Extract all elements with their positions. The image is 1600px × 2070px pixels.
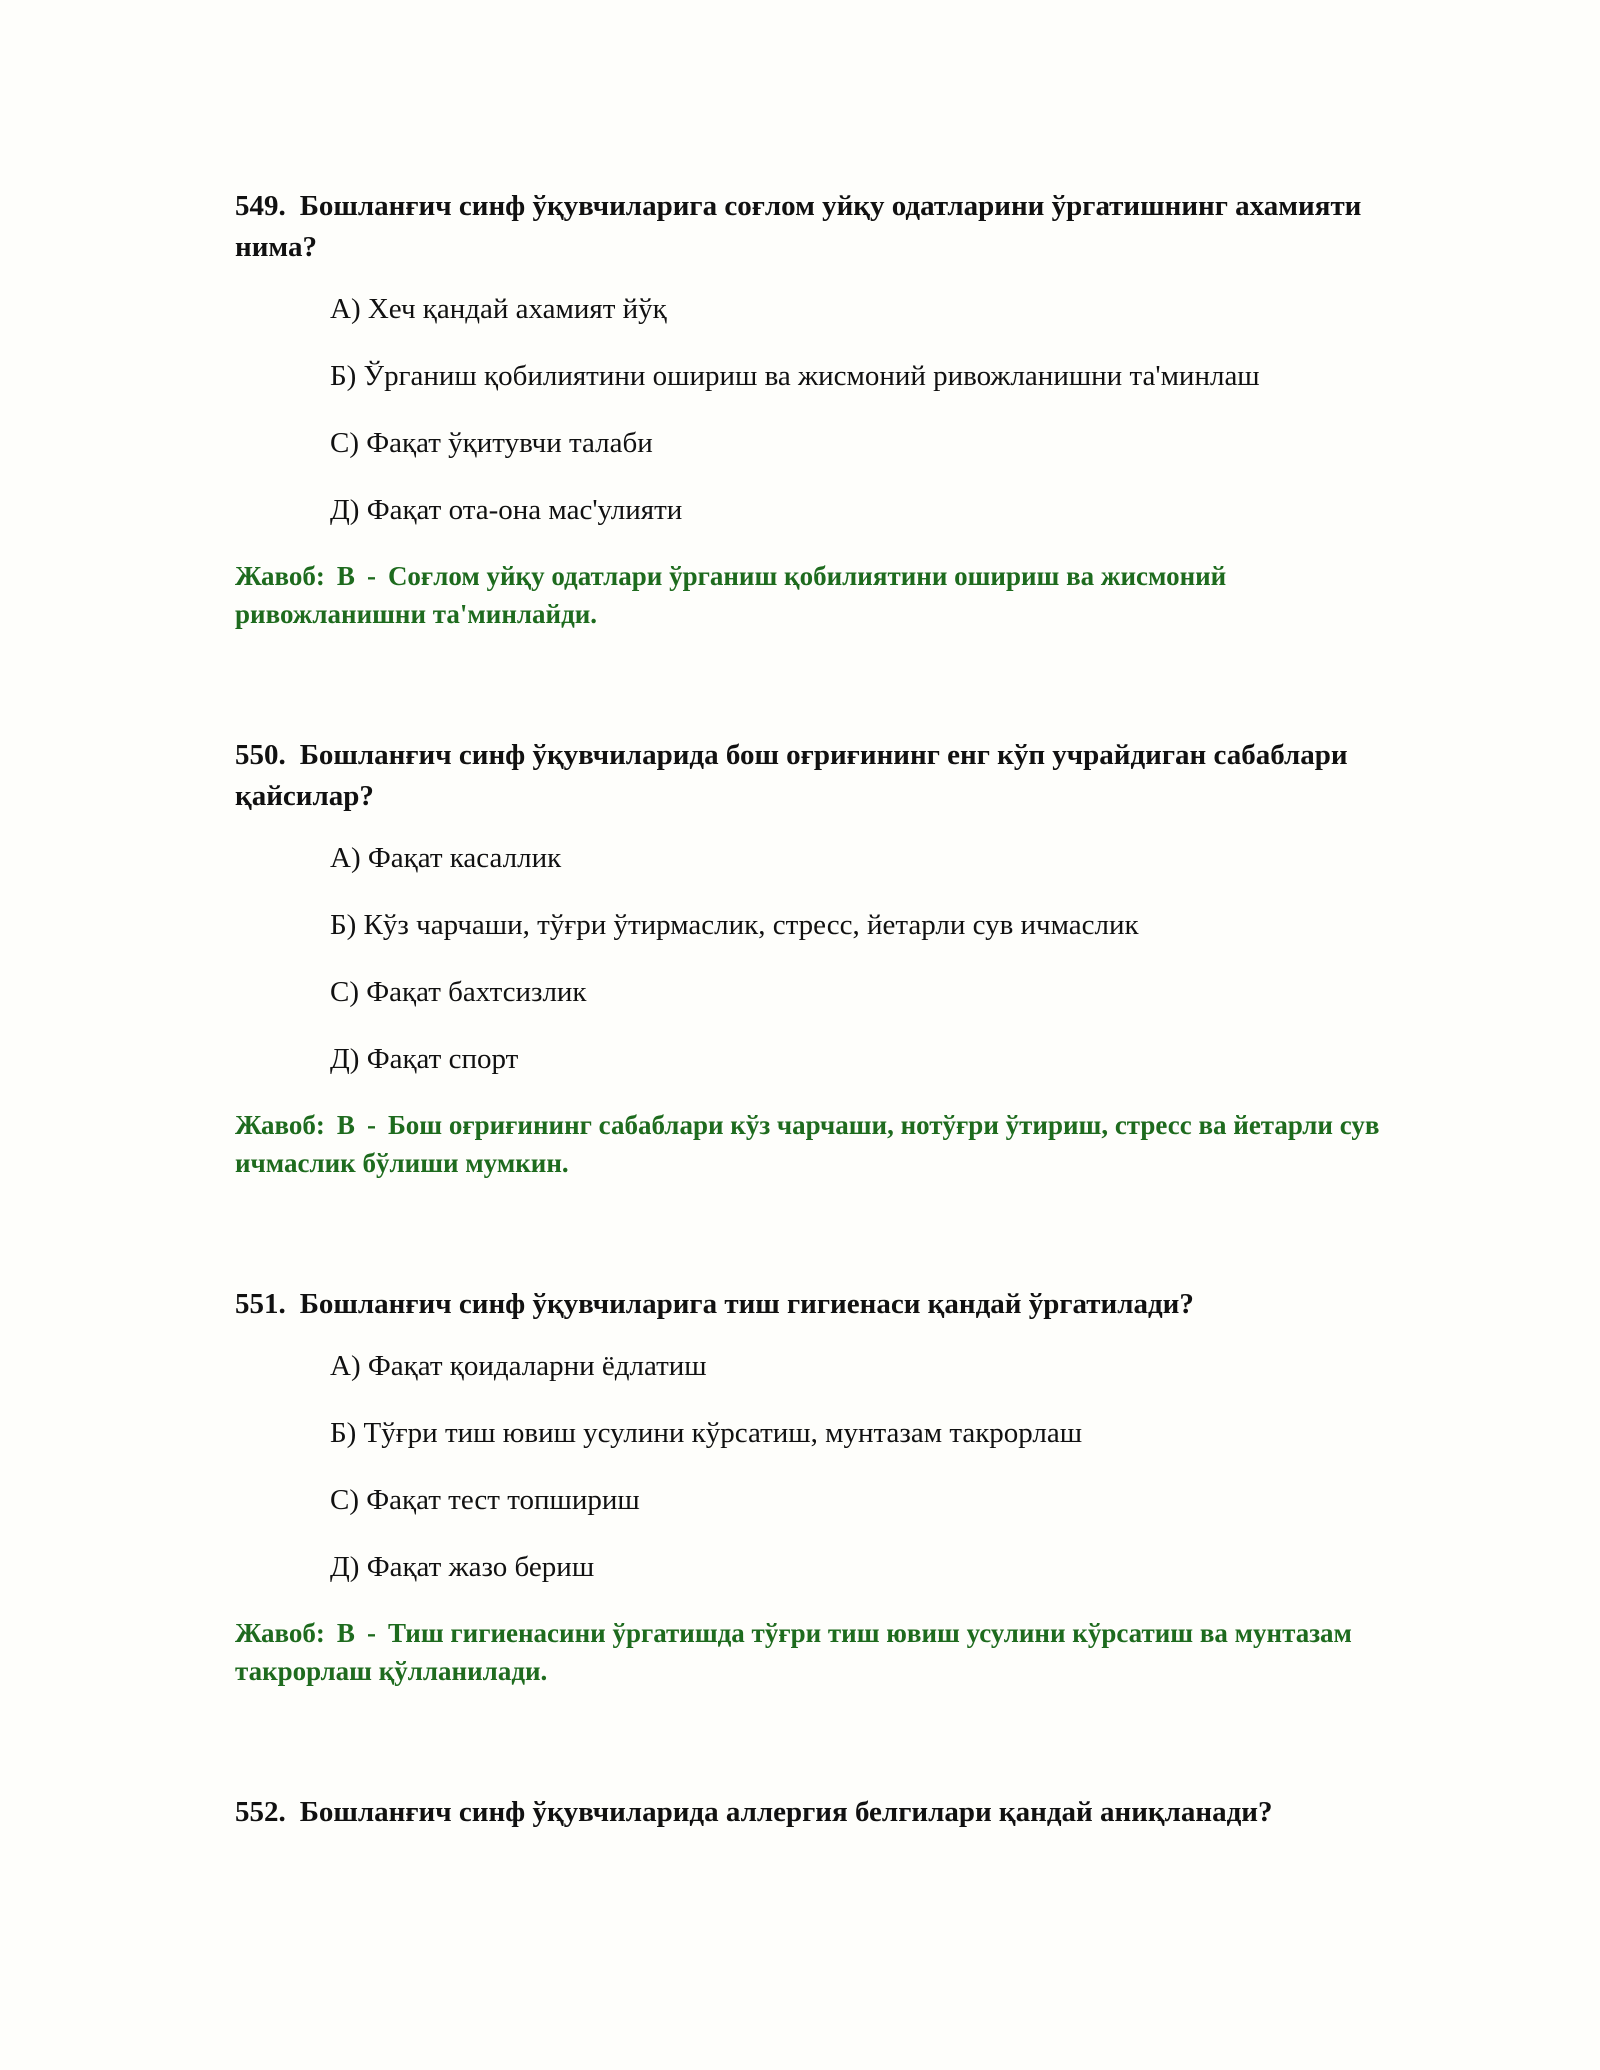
question-552	[235, 1792, 1385, 1833]
answer-label: Жавоб:	[235, 561, 325, 591]
answer-letter: B	[336, 1618, 355, 1648]
answer-letter: B	[336, 561, 355, 591]
options-list	[235, 1346, 1385, 1614]
question-title	[235, 186, 1385, 268]
question-551	[235, 1284, 1385, 1690]
question-number: 552.	[235, 1796, 286, 1828]
option-a: А) Хеч қандай ахамият йўқ	[330, 293, 667, 325]
option-b: Б) Тўғри тиш ювиш усулини кўрсатиш, мунтазам такрорлаш	[330, 1417, 1083, 1449]
question-text: Бошланғич синф ўқувчиларига тиш гигиенаси қандай ўргатилади?	[299, 1288, 1194, 1320]
answer	[235, 557, 1385, 633]
question-title	[235, 1792, 1385, 1833]
answer-text: Тиш гигиенасини ўргатишда тўғри тиш ювиш усулини кўрсатиш ва мунтазам такрорлаш қўлланилади.	[235, 1618, 1352, 1686]
question-text: Бошланғич синф ўқувчиларида бош оғриғининг енг кўп учрайдиган сабаблари қайсилар?	[235, 739, 1348, 812]
option-c: С) Фақат тест топшириш	[330, 1484, 640, 1516]
option-c: С) Фақат бахтсизлик	[330, 976, 587, 1008]
answer-dash: -	[366, 1618, 376, 1648]
answer	[235, 1614, 1385, 1690]
question-number: 550.	[235, 739, 286, 771]
question-title	[235, 1284, 1385, 1325]
option-b: Б) Кўз чарчаши, тўғри ўтирмаслик, стресс, йетарли сув ичмаслик	[330, 909, 1139, 941]
answer-letter: B	[336, 1110, 355, 1140]
option-d: Д) Фақат спорт	[330, 1043, 519, 1075]
answer-text: Соғлом уйқу одатлари ўрганиш қобилиятини ошириш ва жисмоний ривожланишни та'минлайди.	[235, 561, 1227, 629]
option-c: С) Фақат ўқитувчи талаби	[330, 427, 653, 459]
question-number: 551.	[235, 1288, 286, 1320]
option-a: А) Фақат касаллик	[330, 842, 562, 874]
option-d: Д) Фақат жазо бериш	[330, 1551, 595, 1583]
option-d: Д) Фақат ота-она мас'улияти	[330, 494, 683, 526]
options-list	[235, 838, 1385, 1106]
question-text: Бошланғич синф ўқувчиларида аллергия белгилари қандай аниқланади?	[299, 1796, 1273, 1828]
question-549	[235, 186, 1385, 633]
question-text: Бошланғич синф ўқувчиларига соғлом уйқу одатларини ўргатишнинг ахамияти нима?	[235, 190, 1362, 263]
answer-text: Бош оғриғининг сабаблари кўз чарчаши, нотўғри ўтириш, стресс ва йетарли сув ичмаслик бўлиши мумкин.	[235, 1110, 1380, 1178]
answer-dash: -	[366, 1110, 376, 1140]
question-title	[235, 735, 1385, 817]
answer-label: Жавоб:	[235, 1618, 325, 1648]
answer-label: Жавоб:	[235, 1110, 325, 1140]
question-550	[235, 735, 1385, 1182]
option-a: А) Фақат қоидаларни ёдлатиш	[330, 1350, 707, 1382]
question-number: 549.	[235, 190, 286, 222]
answer-dash: -	[366, 561, 376, 591]
option-b: Б) Ўрганиш қобилиятини ошириш ва жисмоний ривожланишни та'минлаш	[330, 360, 1260, 392]
answer	[235, 1106, 1385, 1182]
options-list	[235, 289, 1385, 557]
